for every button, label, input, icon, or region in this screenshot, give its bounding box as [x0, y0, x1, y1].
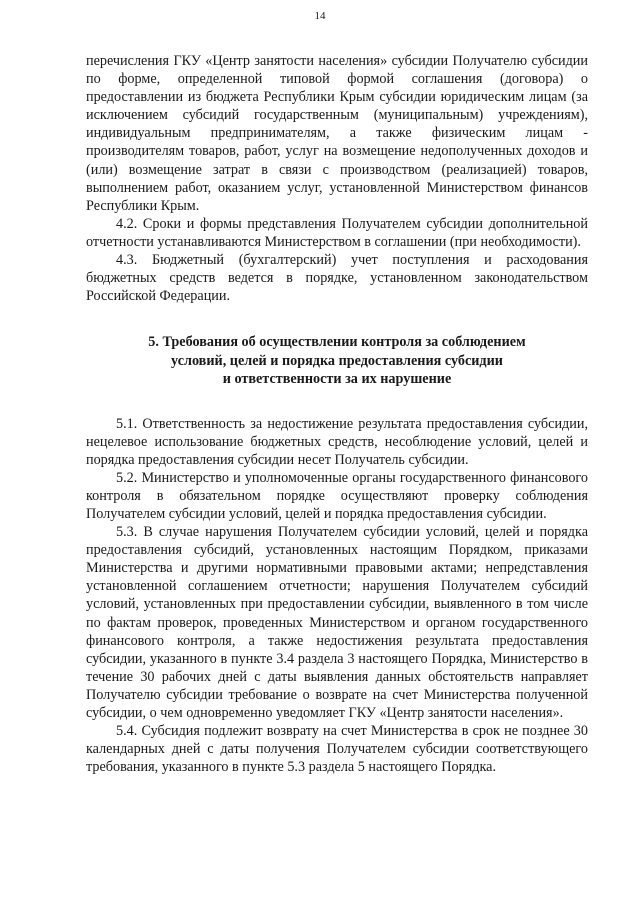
section-5-title [86, 333, 588, 388]
paragraph-p-5-4: 5.4. Субсидия подлежит возврату на счет Министерства в срок не позднее 30 календарных дней с даты получения Получателем субсидии соответствующего требования, указанного в пункте 5.3 раздела 5 настоящего Порядка. [86, 723, 588, 776]
paragraphs-before [86, 52, 588, 305]
paragraphs-after [86, 415, 588, 777]
paragraph-p-4-3: 4.3. Бюджетный (бухгалтерский) учет поступления и расходования бюджетных средств ведется в порядке, установленном законодательством Российской Федерации. [86, 252, 588, 305]
paragraph-p-4-2: 4.2. Сроки и формы представления Получателем субсидии дополнительной отчетности устанавливаются Министерством в соглашении (при необходимости). [86, 215, 588, 250]
section-title-line: 5. Требования об осуществлении контроля за соблюдением [148, 334, 526, 351]
paragraph-p-5-3: 5.3. В случае нарушения Получателем субсидии условий, целей и порядка предоставления субсидий, установленных настоящим Порядком, приказами Министерства и другими нормативными правовыми актами; непредставления установленной соглашением отчетности; нарушения Получателем субсидий условий, установленных при предоставлении субсидии, выявленного в том числе по фактам проверок, проведенных Министерством и органом государственного финансового контроля, а также недостижения результата предоставления субсидии, указанного в пункте 3.4 раздела 3 настоящего Порядка, Министерство в течение 30 рабочих дней с даты выявления данных обстоятельств направляет Получателю субсидии требование о возврате на счет Министерства полученной субсидии, о чем одновременно уведомляет ГКУ «Центр занятости населения». [86, 524, 588, 722]
document-body [86, 52, 588, 776]
paragraph-p-4-1-cont: перечисления ГКУ «Центр занятости населения» субсидии Получателю субсидии по форме, определенной типовой формой соглашения (договора) о предоставлении из бюджета Республики Крым субсидии юридическим лицам (за исключением субсидий государственным (муниципальным) учреждениям), индивидуальным предпринимателям, а также физическим лицам - производителям товаров, работ, услуг на возмещение недополученных доходов и (или) возмещение затрат в связи с производством (реализацией) товаров, выполнением работ, оказанием услуг, установленной Министерством финансов Республики Крым. [86, 53, 588, 214]
paragraph-p-5-2: 5.2. Министерство и уполномоченные органы государственного финансового контроля в обязательном порядке осуществляют проверку соблюдения Получателем субсидии условий, целей и порядка предоставления субсидии. [86, 469, 588, 522]
section-title-line: и ответственности за их нарушение [222, 371, 452, 388]
page-number: 14 [314, 10, 326, 22]
paragraph-p-5-1: 5.1. Ответственность за недостижение результата предоставления субсидии, нецелевое использование бюджетных средств, несоблюдение условий, целей и порядка предоставления субсидии несет Получатель субсидии. [86, 415, 588, 468]
section-title-line: условий, целей и порядка предоставления субсидии [171, 352, 503, 369]
